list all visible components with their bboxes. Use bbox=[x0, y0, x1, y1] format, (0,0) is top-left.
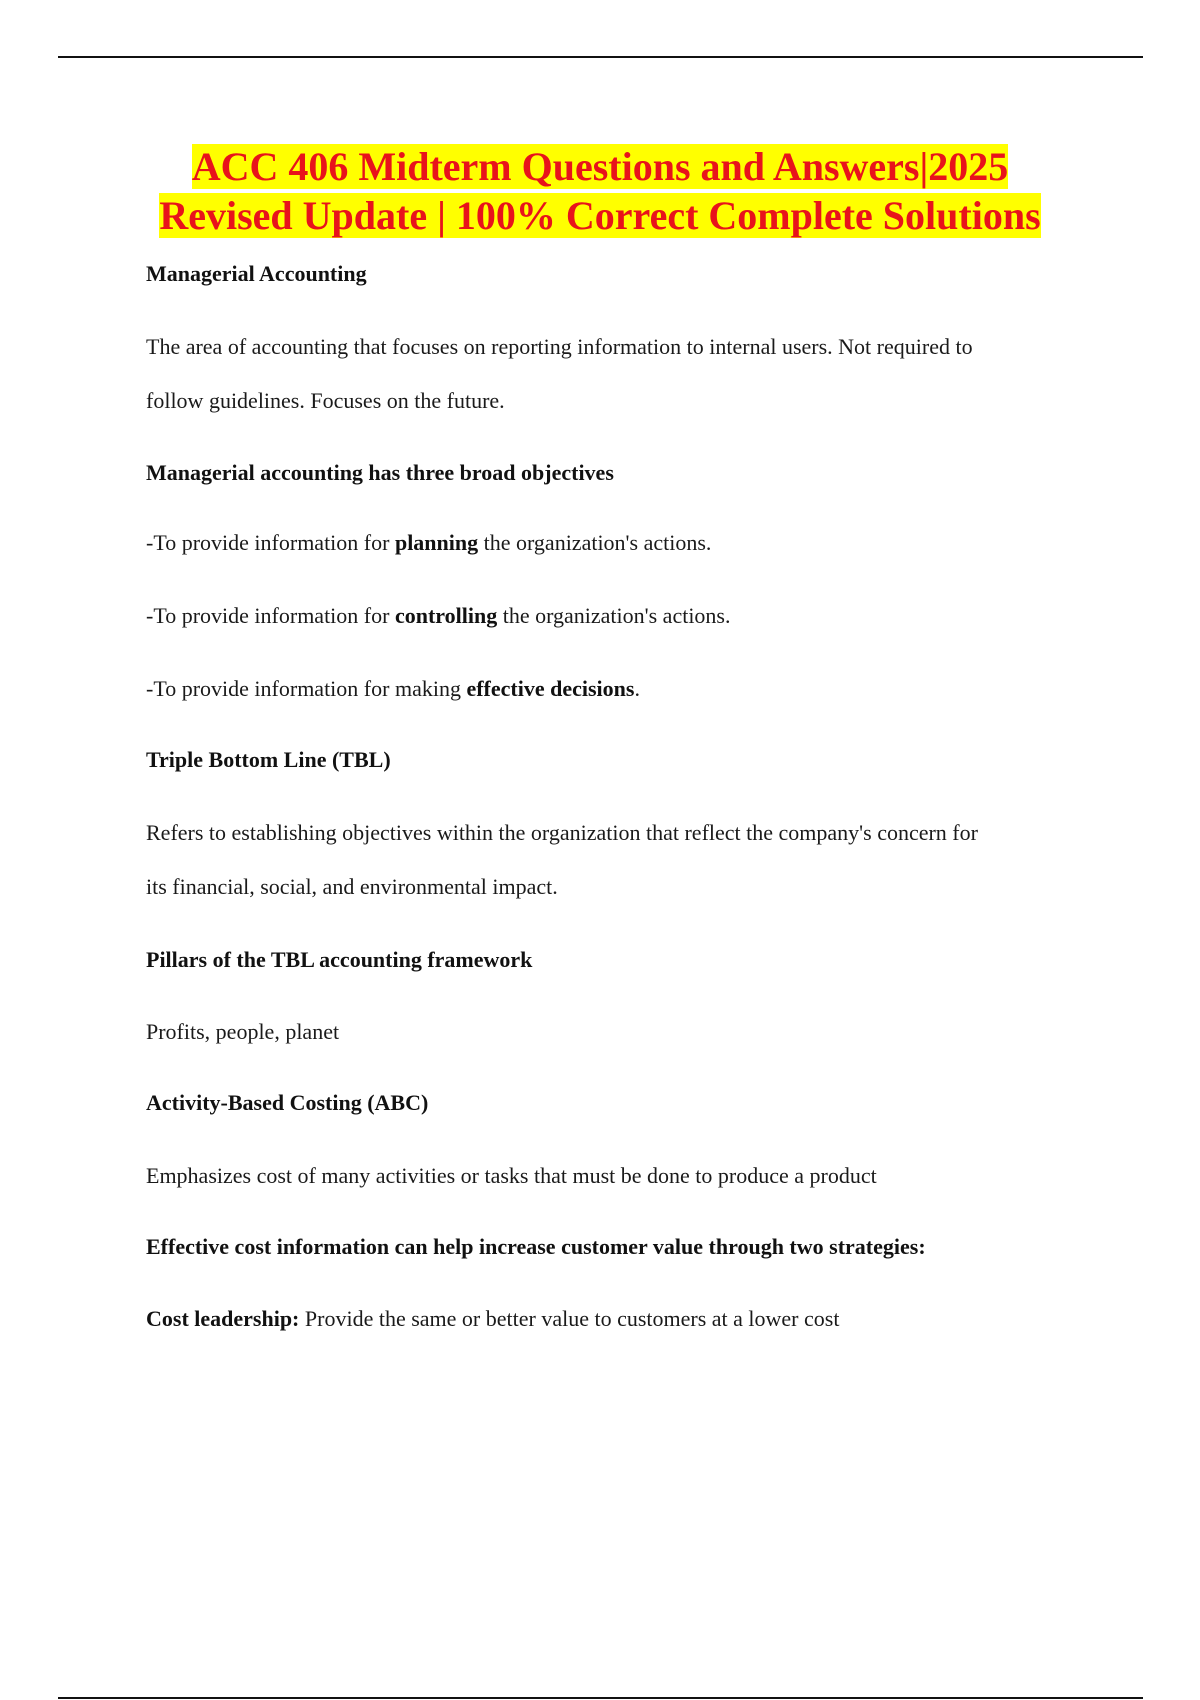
title-line-2: Revised Update | 100% Correct Complete Solutions bbox=[159, 193, 1041, 238]
definition-managerial-accounting-line-2: follow guidelines. Focuses on the future. bbox=[146, 388, 505, 413]
objective-item-decisions-prefix: -To provide information for making bbox=[146, 676, 467, 701]
term-pillars: Pillars of the TBL accounting framework bbox=[146, 947, 533, 972]
strategy-cost-leadership-text: Provide the same or better value to customers at a lower cost bbox=[299, 1306, 840, 1331]
bottom-divider bbox=[58, 1697, 1143, 1699]
document-title bbox=[0, 142, 1200, 240]
objective-item-planning-keyword: planning bbox=[394, 530, 479, 555]
strategy-cost-leadership bbox=[146, 1292, 1086, 1346]
term-managerial-accounting: Managerial Accounting bbox=[146, 261, 367, 286]
title-line-1: ACC 406 Midterm Questions and Answers|2025 bbox=[191, 144, 1009, 189]
definition-managerial-accounting-line-1: The area of accounting that focuses on reporting information to internal users. Not required to bbox=[146, 334, 973, 359]
term-strategies: Effective cost information can help increase customer value through two strategies: bbox=[146, 1234, 926, 1259]
objective-item-decisions-keyword: effective decisions bbox=[466, 676, 635, 701]
objective-item-decisions-suffix: . bbox=[634, 676, 640, 701]
strategy-cost-leadership-label: Cost leadership: bbox=[146, 1306, 300, 1331]
objective-item-controlling-prefix: -To provide information for bbox=[146, 603, 395, 628]
objective-item-planning bbox=[146, 516, 1086, 570]
objective-item-controlling bbox=[146, 589, 1086, 643]
objective-item-planning-prefix: -To provide information for bbox=[146, 530, 395, 555]
definition-abc: Emphasizes cost of many activities or tasks that must be done to produce a product bbox=[146, 1163, 877, 1188]
top-divider bbox=[58, 56, 1143, 58]
objective-item-controlling-keyword: controlling bbox=[394, 603, 498, 628]
objective-item-planning-suffix: the organization's actions. bbox=[478, 530, 712, 555]
term-tbl: Triple Bottom Line (TBL) bbox=[146, 747, 391, 772]
definition-tbl-line-2: its financial, social, and environmental impact. bbox=[146, 874, 558, 899]
definition-pillars: Profits, people, planet bbox=[146, 1019, 340, 1044]
term-objectives: Managerial accounting has three broad objectives bbox=[146, 460, 614, 485]
objective-item-decisions bbox=[146, 662, 1086, 716]
term-abc: Activity-Based Costing (ABC) bbox=[146, 1090, 429, 1115]
objective-item-controlling-suffix: the organization's actions. bbox=[497, 603, 731, 628]
definition-tbl-line-1: Refers to establishing objectives within the organization that reflect the company's concern for bbox=[146, 820, 978, 845]
